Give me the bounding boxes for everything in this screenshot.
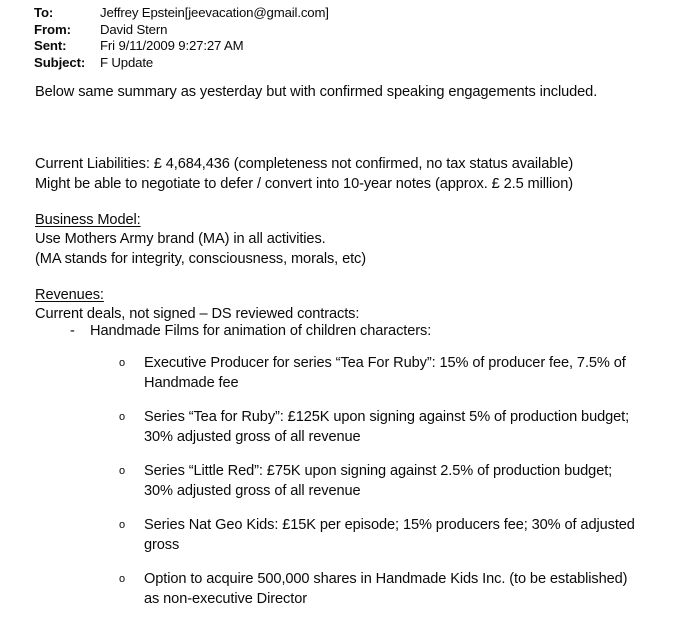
header-field-subject — [34, 55, 654, 72]
revenues-heading: Revenues: — [35, 287, 104, 303]
list-item-text: Series Nat Geo Kids: £15K per episode; 15% producers fee; 30% of adjusted gross — [144, 517, 635, 553]
list-item-text: Series “Little Red”: £75K upon signing against 2.5% of production budget; 30% adjusted gross of all revenue — [144, 463, 613, 499]
revenues-intro: Current deals, not signed – DS reviewed contracts: — [35, 306, 360, 322]
circle-bullet-icon: o — [119, 465, 126, 477]
liabilities-block — [35, 155, 660, 194]
header-value-subject: F Update — [100, 54, 154, 70]
list-item-text: Executive Producer for series “Tea For Ruby”: 15% of producer fee, 7.5% of Handmade fee — [144, 355, 626, 391]
liabilities-line-2: Might be able to negotiate to defer / convert into 10-year notes (approx. £ 2.5 million) — [35, 175, 573, 192]
header-value-from: David Stern — [100, 21, 168, 37]
circle-bullet-icon: o — [119, 411, 126, 423]
circle-bullet-icon: o — [119, 573, 126, 585]
business-model-line-1: Use Mothers Army brand (MA) in all activities. — [35, 231, 326, 247]
list-item — [118, 516, 658, 555]
revenues-section — [35, 286, 660, 306]
header-field-to — [34, 5, 654, 22]
header-field-from — [34, 22, 654, 39]
intro-paragraph: Below same summary as yesterday but with confirmed speaking engagements included. — [35, 84, 598, 100]
list-item-text: Series “Tea for Ruby”: £125K upon signing against 5% of production budget; 30% adjusted gross of all revenue — [144, 409, 630, 445]
header-label-from: From: — [34, 21, 71, 37]
business-model-line-2: (MA stands for integrity, consciousness, morals, etc) — [35, 250, 367, 267]
list-item-text: Option to acquire 500,000 shares in Handmade Kids Inc. (to be established) as non-executive Director — [144, 571, 628, 607]
circle-bullet-icon: o — [119, 519, 126, 531]
dash-bullet-icon: - — [70, 323, 75, 339]
list-item — [118, 570, 658, 609]
liabilities-line-1: Current Liabilities: £ 4,684,436 (completeness not confirmed, no tax status available) — [35, 156, 574, 172]
header-value-sent: Fri 9/11/2009 9:27:27 AM — [100, 38, 244, 53]
sub-bullet-list — [118, 354, 658, 624]
list-item — [118, 408, 658, 447]
header-field-sent — [34, 38, 654, 55]
header-label-to: To: — [34, 5, 54, 20]
email-header — [34, 5, 654, 71]
dash-bullet-label: Handmade Films for animation of children characters: — [90, 323, 432, 339]
header-label-subject: Subject: — [34, 54, 86, 70]
list-item-handmade-films — [70, 322, 431, 342]
business-model-body — [35, 230, 660, 269]
list-item — [118, 354, 658, 393]
header-value-to: Jeffrey Epstein[jeevacation@gmail.com] — [100, 5, 329, 20]
business-model-heading: Business Model: — [35, 212, 141, 228]
circle-bullet-icon: o — [119, 357, 126, 369]
header-label-sent: Sent: — [34, 38, 67, 53]
business-model-section — [35, 211, 660, 231]
list-item — [118, 462, 658, 501]
